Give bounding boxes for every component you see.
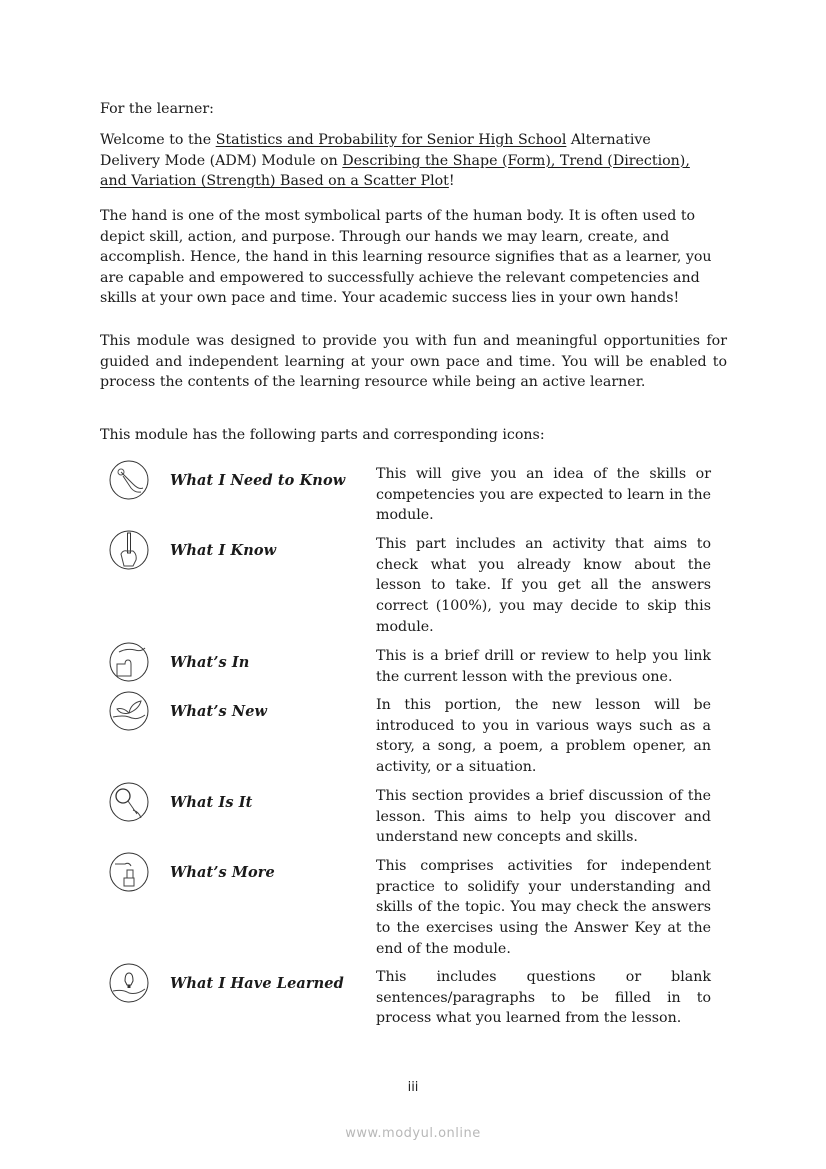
subject-title: Statistics and Probability for Senior High School xyxy=(215,132,567,148)
magnifying-glass-hand-icon xyxy=(109,782,149,822)
parts-lead: This module has the following parts and corresponding icons: xyxy=(100,427,545,443)
part-label: What’s More xyxy=(170,864,275,881)
puzzle-piece-hand-icon xyxy=(109,642,149,682)
welcome-paragraph: Welcome to the Statistics and Probability for Senior High School Alternative Delivery Mode (ADM) Module on Describing the Shape (Form), Trend (Direction), and Variation (Strength) Based on a Scatter Plot! xyxy=(100,132,690,189)
hand-symbol-paragraph: The hand is one of the most symbolical parts of the human body. It is often used to depict skill, action, and purpose. Through our hands we may learn, create, and accomplish. Hence, the hand in this learning resource signifies that as a learner, you are capable and empowered to successfully achieve the relevant competencies and skills at your own pace and time. Your academic success lies in your own hands! xyxy=(100,208,712,306)
part-label: What’s In xyxy=(170,654,250,671)
hand-holding-plant-icon xyxy=(109,691,149,731)
part-description: This will give you an idea of the skills or competencies you are expected to learn in the module. xyxy=(376,466,711,524)
part-label: What I Have Learned xyxy=(170,975,344,992)
part-description: This includes questions or blank sentences/paragraphs to be filled in to process what you learned from the lesson. xyxy=(376,969,711,1027)
part-description: This comprises activities for independent practice to solidify your understanding and skills of the topic. You may check the answers to the exercises using the Answer Key at the end of the module. xyxy=(376,858,711,957)
part-label: What I Know xyxy=(170,542,277,559)
part-label: What I Need to Know xyxy=(170,472,346,489)
hand-holding-pencil-icon xyxy=(109,530,149,570)
module-design-paragraph: This module was designed to provide you with fun and meaningful opportunities for guided and independent learning at your own pace and time. You will be enabled to process the contents of the learning resource while being an active learner. xyxy=(100,333,727,390)
module-topic: Describing the Shape (Form), Trend (Direction), and Variation (Strength) Based on a Scatter Plot xyxy=(100,152,690,189)
pointing-hand-icon xyxy=(109,460,149,500)
part-description: In this portion, the new lesson will be introduced to you in various ways such as a story, a song, a poem, a problem opener, an activity, or a situation. xyxy=(376,697,711,776)
lightbulb-hand-icon xyxy=(109,963,149,1003)
hand-stacking-blocks-icon xyxy=(109,852,149,892)
part-label: What’s New xyxy=(170,703,268,720)
part-description: This is a brief drill or review to help you link the current lesson with the previous one. xyxy=(376,648,711,685)
greeting: For the learner: xyxy=(100,101,214,117)
part-label: What Is It xyxy=(170,794,253,811)
page-number: iii xyxy=(407,1080,419,1095)
part-description: This section provides a brief discussion of the lesson. This aims to help you discover and understand new concepts and skills. xyxy=(376,788,711,846)
watermark: www.modyul.online xyxy=(345,1126,481,1141)
part-description: This part includes an activity that aims to check what you already know about the lesson to take. If you get all the answers correct (100%), you may decide to skip this module. xyxy=(376,536,711,635)
